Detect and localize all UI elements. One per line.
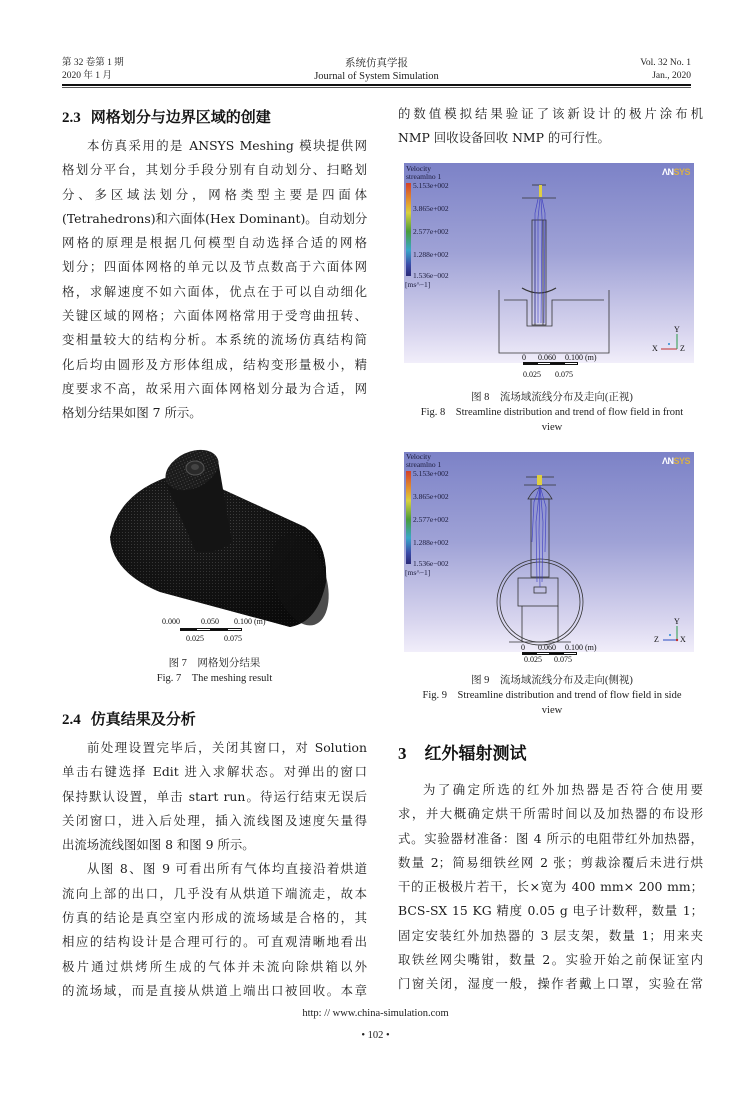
legend-title-line2: streamlno 1 <box>406 172 442 181</box>
legend-value: 3.865e+002 <box>413 204 449 213</box>
fig8-scale-bar <box>523 362 578 365</box>
axis-label-x: X <box>680 635 686 644</box>
fig7-scale-bar <box>180 628 242 631</box>
running-header <box>62 57 691 85</box>
text-line: 格划分平台，其划分手段分别有自动划分、扫略划 <box>62 162 367 178</box>
header-date-en: Jan., 2020 <box>652 71 691 81</box>
axis-label-x: X <box>652 344 658 353</box>
text-line: 关键区域的网格；六面体网格常用于受弯曲扭转、 <box>62 308 367 324</box>
figure-8-cfd-image <box>404 163 694 363</box>
section-heading-2-3 <box>62 106 271 127</box>
fig9-scale-label-0: 0 <box>521 643 525 652</box>
text-line: 求，并大概确定烘干所需时间以及加热器的布设形 <box>398 806 703 822</box>
text-line: 式。实验器材准备：图 4 所示的电阻带红外加热器， <box>398 830 703 846</box>
section-heading-2-4 <box>62 708 196 729</box>
paragraph-meshing <box>62 134 367 426</box>
header-journal <box>62 57 691 83</box>
page-number: • 102 • <box>361 1030 390 1041</box>
footer-url[interactable]: http: // www.china-simulation.com <box>302 1008 449 1019</box>
legend-unit: [ms^−1] <box>405 568 431 577</box>
caption-cn: 图 7 网格划分结果 <box>168 658 261 669</box>
figure-7-mesh-image <box>100 432 340 642</box>
text-line: 相应的结构设计是合理可行的。可直观清晰地看出 <box>62 934 367 950</box>
header-journal-cn: 系统仿真学报 <box>345 58 408 69</box>
caption-cn: 图 9 流场域流线分布及走向(侧视) <box>471 675 633 686</box>
streamline-geometry-side <box>404 452 694 652</box>
text-line: 关闭窗口，进入后处理，插入流线图及速度矢量得 <box>62 812 367 828</box>
header-rule-thick <box>62 84 691 86</box>
legend-value: 1.288e+002 <box>413 250 449 259</box>
caption-en-line2: view <box>541 422 563 433</box>
logo-part: ΛN <box>661 456 674 466</box>
axis-triad <box>663 626 678 641</box>
paragraph-continuation <box>398 102 703 151</box>
text-line: 保持默认设置，单击 start run。待运行结束无误后 <box>62 788 367 804</box>
text-line: 网格的原理是根据几何模型自动选择合适的网格 <box>62 235 367 251</box>
section-title: 红外辐射测试 <box>424 744 527 764</box>
text-line: 取铁丝网尖嘴钳，数量 2。实验开始之前保证室内 <box>398 952 703 968</box>
legend-title-line1: Velocity <box>406 164 431 173</box>
section-heading-3 <box>398 739 527 764</box>
text-line: 本仿真采用的是 ANSYS Meshing 模块提供网 <box>87 138 367 153</box>
header-volume: 第 32 卷第 1 期 <box>62 58 124 68</box>
section-number: 2.3 <box>62 110 81 126</box>
figure-9-cfd-image <box>404 452 694 652</box>
text-line: 为了确定所选的红外加热器是否符合使用要 <box>423 782 703 797</box>
section-title: 网格划分与边界区域的创建 <box>90 108 271 126</box>
figure-8-caption <box>392 390 712 435</box>
text-line: BCS-SX 15 KG 精度 0.05 g 电子计数秤，数量 1； <box>398 903 703 919</box>
fig8-scale-label-1: 0.060 <box>538 353 556 362</box>
axis-label-z: Z <box>680 344 685 353</box>
fig8-scale-label-4: 0.075 <box>555 370 573 379</box>
caption-en-line1: Fig. 8 Streamline distribution and trend of flow field in front <box>420 407 684 418</box>
text-line: 从图 8、图 9 可看出所有气体均直接沿着烘道 <box>87 861 367 877</box>
text-line: 的数值模拟结果验证了该新设计的极片涂布机 <box>398 106 703 121</box>
section-title: 仿真结果及分析 <box>90 710 196 728</box>
text-line: 变相量较大的结构分析。本系统的流场仿真结构简 <box>62 332 367 348</box>
paragraph-infrared-test <box>398 778 703 997</box>
text-line: 前处理设置完毕后，关闭其窗口，对 Solution <box>87 740 367 755</box>
axis-label-z: Z <box>654 635 659 644</box>
header-rule-thin <box>62 87 691 88</box>
header-journal-en: Journal of System Simulation <box>314 71 439 82</box>
caption-cn: 图 8 流场域流线分布及走向(正视) <box>471 392 633 403</box>
text-line: 格，求解速度不如六面体，优点在于可以自动细化 <box>62 283 367 299</box>
text-line: 门窗关闭，湿度一般，操作者戴上口罩，实验在常 <box>398 976 703 992</box>
axis-label-y: Y <box>674 325 680 334</box>
logo-part: ΛN <box>661 167 674 177</box>
fig7-scale-label-3: 0.025 <box>186 634 204 643</box>
text-line: 划分；四面体网格的单元以及节点数高于六面体网 <box>62 259 367 275</box>
text-line: 极片通过烘烤所生成的气体并未流向除烘箱以外 <box>62 958 367 974</box>
fig9-scale-label-1: 0.060 <box>538 643 556 652</box>
header-date-cn: 2020 年 1 月 <box>62 71 112 81</box>
legend-value: 1.536e−002 <box>413 559 449 568</box>
text-line: 出流场流线图如图 8 和图 9 所示。 <box>62 837 255 853</box>
text-line: NMP 回收设备回收 NMP 的可行性。 <box>398 130 610 146</box>
fig7-scale-label-2: 0.100 (m) <box>234 617 266 626</box>
text-line: 固定安装红外加热器的 3 层支架，数量 1；用来夹 <box>398 927 703 943</box>
legend-title-line1: Velocity <box>406 452 431 461</box>
fig8-scale-label-0: 0 <box>522 353 526 362</box>
legend-value: 5.153e+002 <box>413 469 449 478</box>
paragraph-results <box>62 736 367 1003</box>
text-line: (Tetrahedrons)和六面体(Hex Dominant)。自动划分 <box>62 210 367 226</box>
mesh-model-render <box>100 432 340 642</box>
fig7-scale-label-0: 0.000 <box>162 617 180 626</box>
fig8-scale-label-2: 0.100 (m) <box>565 353 597 362</box>
text-line: 流向上部的出口，几乎没有从烘道下端流走，故本 <box>62 885 367 901</box>
section-number: 2.4 <box>62 712 81 728</box>
text-line: 单击右键选择 Edit 进入求解状态。对弹出的窗口 <box>62 764 367 780</box>
logo-part: SYS <box>673 456 690 466</box>
legend-value: 5.153e+002 <box>413 181 449 190</box>
text-line: 的流场域，而是直接从烘道上端出口被回收。本章 <box>62 982 367 998</box>
text-line: 数量 2；简易细铁丝网 2 张；剪裁涂覆后未进行烘 <box>398 854 703 870</box>
fig7-scale-label-4: 0.075 <box>224 634 242 643</box>
legend-title-line2: streamlno 1 <box>406 460 442 469</box>
fig9-scale-label-2: 0.100 (m) <box>565 643 597 652</box>
caption-en: Fig. 7 The meshing result <box>156 673 273 684</box>
figure-9-caption <box>392 673 712 718</box>
axis-label-y: Y <box>674 617 680 626</box>
fig9-scale-label-3: 0.025 <box>524 655 542 664</box>
legend-unit: [ms^−1] <box>405 280 431 289</box>
logo-part: SYS <box>673 167 690 177</box>
legend-value: 1.536e−002 <box>413 271 449 280</box>
text-line: 分、多区域法划分，网格类型主要是四面体 <box>62 186 367 202</box>
axis-triad <box>661 334 677 349</box>
header-vol-en <box>640 57 691 83</box>
caption-en-line2: view <box>541 705 563 716</box>
text-line: 干的正极极片若干，长×宽为 400 mm× 200 mm； <box>398 879 703 895</box>
header-volume-en: Vol. 32 No. 1 <box>640 58 691 68</box>
legend-value: 2.577e+002 <box>413 227 449 236</box>
text-line: 仿真的结论是真空室内形成的流场域是合格的，其 <box>62 910 367 926</box>
figure-7-caption <box>62 656 367 686</box>
fig7-scale-label-1: 0.050 <box>201 617 219 626</box>
legend-value: 1.288e+002 <box>413 538 449 547</box>
legend-value: 3.865e+002 <box>413 492 449 501</box>
caption-en-line1: Fig. 9 Streamline distribution and trend of flow field in side <box>422 690 682 701</box>
text-line: 化后均由圆形及方形体组成，结构变形量极小，精 <box>62 356 367 372</box>
section-number: 3 <box>398 744 407 763</box>
fig9-scale-label-4: 0.075 <box>554 655 572 664</box>
text-line: 格划分结果如图 7 所示。 <box>62 405 202 421</box>
legend-value: 2.577e+002 <box>413 515 449 524</box>
fig8-scale-label-3: 0.025 <box>523 370 541 379</box>
streamline-geometry-front <box>404 163 694 363</box>
text-line: 度要求不高，故采用六面体网格划分最为合适，网 <box>62 380 367 396</box>
